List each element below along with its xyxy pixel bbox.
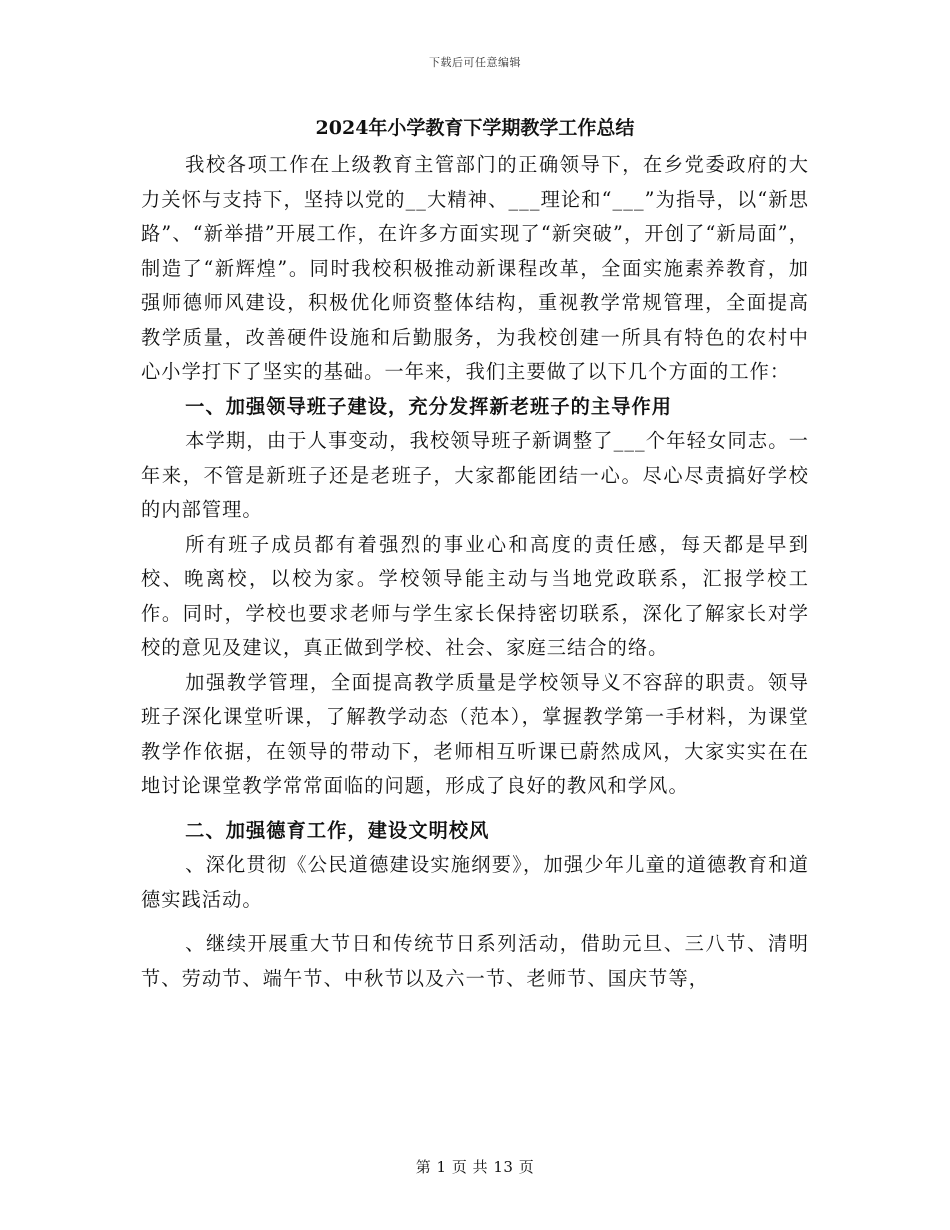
document-title: 2024年小学教育下学期教学工作总结 <box>315 117 635 139</box>
page-footer: 第 1 页 共 13 页 <box>415 1158 535 1176</box>
intro-paragraph: 我校各项工作在上级教育主管部门的正确领导下，在乡党委政府的大力关怀与支持下，坚持以党的__大精神、___理论和“___”为指导，以“新思路”、“新举措”开展工作，在许多方面实现了“新突破”，开创了“新局面”，制造了“新辉煌”。同时我校积极推动新课程改革，全面实施素养教育，加强师德师风建设，积极优化师资整体结构，重视教学常规管理，全面提高教学质量，改善硬件设施和后勤服务，为我校创建一所具有特色的农村中心小学打下了坚实的基础。一年来，我们主要做了以下几个方面的工作： <box>141 153 809 383</box>
document-body <box>141 148 809 996</box>
header-note: 下载后可任意编辑 <box>429 56 521 69</box>
section-1-paragraph-3: 加强教学管理，全面提高教学质量是学校领导义不容辞的职责。领导班子深化课堂听课，了解教学动态（范本），掌握教学第一手材料，为课堂教学作依据，在领导的带动下，老师相互听课已蔚然成风，大家实实在在地讨论课堂教学常常面临的问题，形成了良好的教风和学风。 <box>141 670 809 797</box>
section-1-paragraph-1: 本学期，由于人事变动，我校领导班子新调整了___个年轻女同志。一年来，不管是新班子还是老班子，大家都能团结一心。尽心尽责搞好学校的内部管理。 <box>141 429 809 521</box>
section-1-heading: 一、加强领导班子建设，充分发挥新老班子的主导作用 <box>185 394 673 418</box>
section-gap <box>141 804 809 814</box>
section-2-heading: 二、加强德育工作，建设文明校风 <box>185 818 490 842</box>
section-1-paragraph-2: 所有班子成员都有着强烈的事业心和高度的责任感，每天都是早到校、晚离校，以校为家。学校领导能主动与当地党政联系，汇报学校工作。同时，学校也要求老师与学生家长保持密切联系，深化了解家长对学校的意见及建议，真正做到学校、社会、家庭三结合的络。 <box>141 532 809 659</box>
section-2-paragraph-2: 、继续开展重大节日和传统节日系列活动，借助元旦、三八节、清明节、劳动节、端午节、中秋节以及六一节、老师节、国庆节等， <box>141 932 809 990</box>
paragraph-gap <box>141 917 809 927</box>
section-2-paragraph-1: 、深化贯彻《公民道德建设实施纲要》，加强少年儿童的道德教育和道德实践活动。 <box>141 853 809 911</box>
